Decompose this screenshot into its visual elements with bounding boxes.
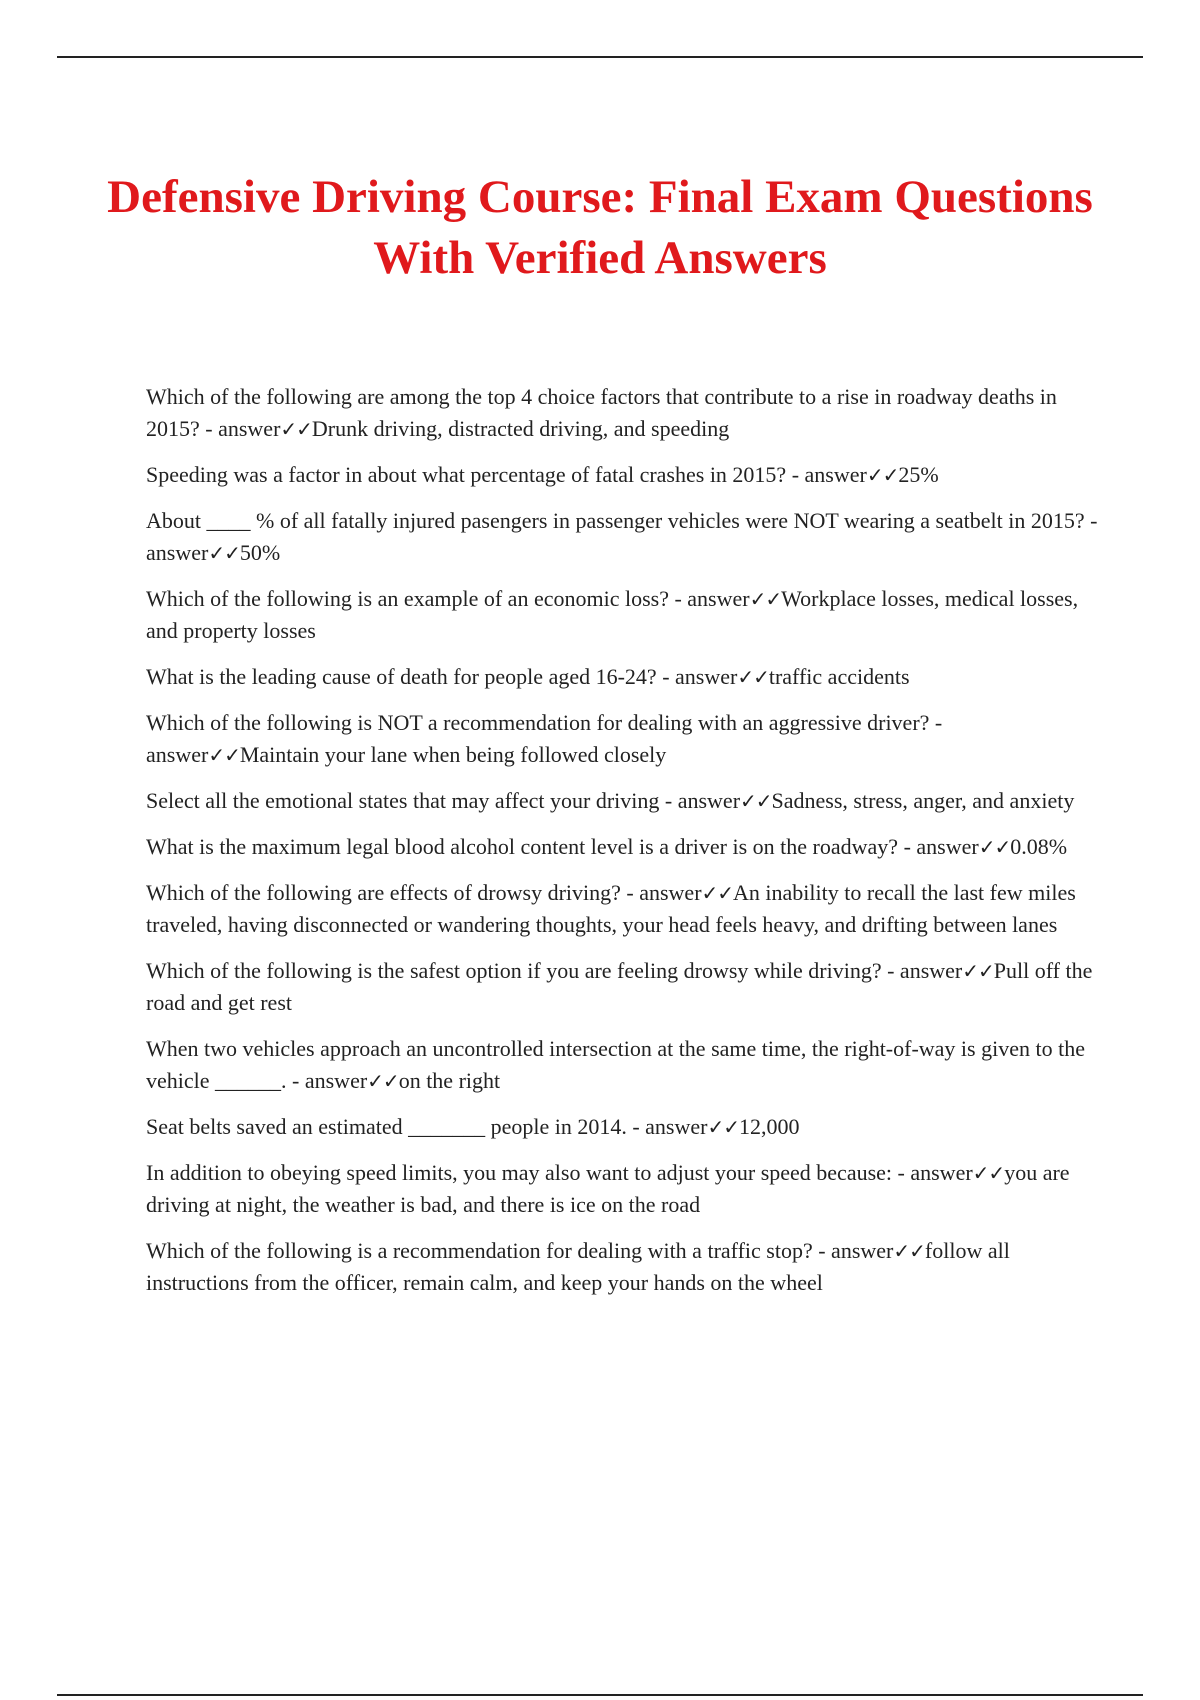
answer-prefix: - answer bbox=[674, 586, 750, 611]
top-rule bbox=[57, 56, 1143, 58]
answer-text: you are driving at night, the weather is bad, and there is ice on the road bbox=[146, 1160, 1070, 1217]
answer-text: 50% bbox=[239, 540, 281, 565]
checkmark-icon: ✓✓ bbox=[740, 789, 772, 813]
qa-item bbox=[146, 1235, 1106, 1299]
question-text: When two vehicles approach an uncontrolled intersection at the same time, the right-of-way is given to the vehicle ______. bbox=[146, 1036, 1085, 1093]
answer-prefix: - answer bbox=[205, 416, 281, 441]
question-text: What is the leading cause of death for people aged 16-24? bbox=[146, 664, 657, 689]
checkmark-icon: ✓✓ bbox=[737, 665, 769, 689]
qa-item bbox=[146, 1111, 1106, 1143]
question-text: Seat belts saved an estimated _______ people in 2014. bbox=[146, 1114, 627, 1139]
answer-text: traffic accidents bbox=[768, 664, 910, 689]
answer-text: Workplace losses, medical losses, and property losses bbox=[146, 586, 1079, 643]
qa-item bbox=[146, 831, 1106, 863]
answer-prefix: - answer bbox=[887, 958, 963, 983]
answer-text: An inability to recall the last few miles traveled, having disconnected or wandering thoughts, your head feels heavy, and drifting between lanes bbox=[146, 880, 1076, 937]
checkmark-icon: ✓✓ bbox=[972, 1161, 1005, 1185]
qa-item bbox=[146, 505, 1106, 569]
checkmark-icon: ✓✓ bbox=[749, 587, 782, 611]
question-text: About ____ % of all fatally injured pasengers in passenger vehicles were NOT wearing a seatbelt in 2015? bbox=[146, 508, 1085, 533]
question-text: In addition to obeying speed limits, you may also want to adjust your speed because: bbox=[146, 1160, 893, 1185]
page-title: Defensive Driving Course: Final Exam Questions With Verified Answers bbox=[107, 171, 1093, 284]
answer-text: Sadness, stress, anger, and anxiety bbox=[771, 788, 1075, 813]
qa-item bbox=[146, 381, 1106, 445]
answer-prefix: - answer bbox=[791, 462, 867, 487]
checkmark-icon: ✓✓ bbox=[367, 1069, 399, 1093]
checkmark-icon: ✓✓ bbox=[893, 1239, 925, 1263]
qa-item bbox=[146, 583, 1106, 647]
qa-item bbox=[146, 785, 1106, 817]
checkmark-icon: ✓✓ bbox=[707, 1115, 739, 1139]
answer-text: follow all instructions from the officer, remain calm, and keep your hands on the wheel bbox=[146, 1238, 1010, 1295]
answer-prefix: - answer bbox=[897, 1160, 973, 1185]
answer-prefix: - answer bbox=[903, 834, 979, 859]
checkmark-icon: ✓✓ bbox=[866, 463, 899, 487]
answer-text: 0.08% bbox=[1010, 834, 1068, 859]
checkmark-icon: ✓✓ bbox=[701, 881, 734, 905]
answer-prefix: - answer bbox=[292, 1068, 368, 1093]
checkmark-icon: ✓✓ bbox=[978, 835, 1011, 859]
answer-prefix: - answer bbox=[632, 1114, 708, 1139]
question-text: Which of the following is the safest option if you are feeling drowsy while driving? bbox=[146, 958, 882, 983]
answer-prefix: - answer bbox=[146, 710, 943, 767]
answer-text: Drunk driving, distracted driving, and speeding bbox=[311, 416, 730, 441]
answer-prefix: - answer bbox=[818, 1238, 894, 1263]
qa-item bbox=[146, 1033, 1106, 1097]
checkmark-icon: ✓✓ bbox=[962, 959, 994, 983]
qa-item bbox=[146, 1157, 1106, 1221]
checkmark-icon: ✓✓ bbox=[208, 743, 240, 767]
qa-item bbox=[146, 661, 1106, 693]
question-text: Select all the emotional states that may affect your driving bbox=[146, 788, 660, 813]
qa-list bbox=[146, 381, 1106, 1313]
answer-text: Pull off the road and get rest bbox=[146, 958, 1093, 1015]
question-text: What is the maximum legal blood alcohol content level is a driver is on the roadway? bbox=[146, 834, 899, 859]
answer-prefix: - answer bbox=[664, 788, 741, 813]
answer-text: Maintain your lane when being followed closely bbox=[239, 742, 667, 767]
checkmark-icon: ✓✓ bbox=[280, 417, 312, 441]
question-text: Which of the following is a recommendation for dealing with a traffic stop? bbox=[146, 1238, 813, 1263]
bottom-rule bbox=[57, 1694, 1143, 1696]
answer-text: on the right bbox=[398, 1068, 501, 1093]
question-text: Which of the following is an example of an economic loss? bbox=[146, 586, 669, 611]
answer-prefix: - answer bbox=[146, 508, 1098, 565]
answer-prefix: - answer bbox=[626, 880, 702, 905]
qa-item bbox=[146, 877, 1106, 941]
answer-prefix: - answer bbox=[662, 664, 738, 689]
qa-item bbox=[146, 459, 1106, 491]
question-text: Which of the following are effects of drowsy driving? bbox=[146, 880, 621, 905]
question-text: Speeding was a factor in about what percentage of fatal crashes in 2015? bbox=[146, 462, 787, 487]
answer-text: 25% bbox=[898, 462, 939, 487]
qa-item bbox=[146, 707, 1106, 771]
question-text: Which of the following is NOT a recommendation for dealing with an aggressive driver? bbox=[146, 710, 930, 735]
checkmark-icon: ✓✓ bbox=[208, 541, 240, 565]
answer-text: 12,000 bbox=[739, 1114, 800, 1139]
qa-item bbox=[146, 955, 1106, 1019]
question-text: Which of the following are among the top 4 choice factors that contribute to a rise in roadway deaths in 2015? bbox=[146, 384, 1057, 441]
